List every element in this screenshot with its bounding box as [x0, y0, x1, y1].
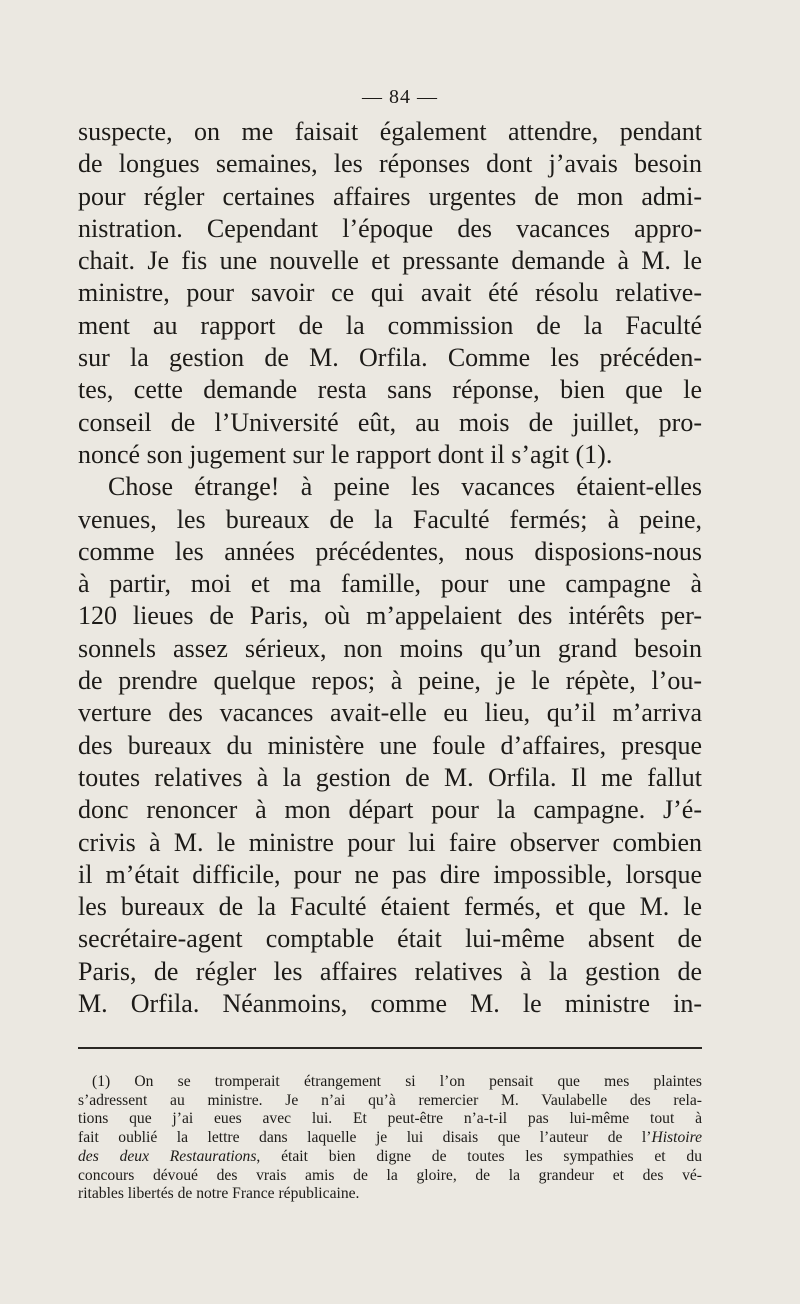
text-line: conseil de l’Université eût, au mois de juillet, pro-: [78, 407, 702, 437]
text-line: verture des vacances avait-elle eu lieu, qu’il m’arriva: [78, 698, 702, 728]
footnote-title-italic: Histoire: [651, 1129, 702, 1147]
text-line: de longues semaines, les réponses dont j’avais besoin: [78, 149, 702, 179]
text-line: Paris, de régler les affaires relatives à la gestion de: [78, 956, 702, 986]
text-line: suspecte, on me faisait également attendre, pendant: [78, 117, 702, 146]
text-line: crivis à M. le ministre pour lui faire observer combien: [78, 827, 702, 857]
footnote-title-italic: des deux Restaurations: [78, 1147, 257, 1165]
text-line: 120 lieues de Paris, où m’appelaient des intérêts per-: [78, 601, 702, 631]
paragraph-start-line: Chose étrange! à peine les vacances étaient-elles: [108, 472, 702, 502]
text-line: de prendre quelque repos; à peine, je le répète, l’ou-: [78, 666, 702, 696]
text-line: venues, les bureaux de la Faculté fermés; à peine,: [78, 504, 702, 534]
text-line: des bureaux du ministère une foule d’affaires, presque: [78, 730, 702, 760]
paragraph-end-line: noncé son jugement sur le rapport dont il s’agit (1).: [78, 439, 613, 469]
body-text: [78, 116, 702, 1020]
text-line: secrétaire-agent comptable était lui-même absent de: [78, 924, 702, 954]
footnote-line: [78, 1148, 702, 1167]
text-line: sur la gestion de M. Orfila. Comme les précéden-: [78, 343, 702, 373]
text-line: il m’était difficile, pour ne pas dire impossible, lorsque: [78, 859, 702, 889]
text-line: comme les années précédentes, nous disposions-nous: [78, 536, 702, 566]
text-line: chait. Je fis une nouvelle et pressante demande à M. le: [78, 246, 702, 276]
footnote-text: fait oublié la lettre dans laquelle je lui disais que l’auteur de l’: [78, 1129, 652, 1147]
text-line: M. Orfila. Néanmoins, comme M. le ministre in-: [78, 989, 702, 1019]
text-line: sonnels assez sérieux, non moins qu’un grand besoin: [78, 633, 702, 663]
footnote-line: [78, 1129, 702, 1148]
footnote: [78, 1073, 702, 1204]
page-number: — 84 —: [362, 86, 438, 108]
text-line: ment au rapport de la commission de la Faculté: [78, 310, 702, 340]
footnote-line: ritables libertés de notre France républicaine.: [78, 1185, 360, 1203]
text-line: pour régler certaines affaires urgentes de mon admi-: [78, 181, 702, 211]
footnote-line: s’adressent au ministre. Je n’ai qu’à remercier M. Vaulabelle des rela-: [78, 1091, 702, 1109]
text-line: donc renoncer à mon départ pour la campagne. J’é-: [78, 795, 702, 825]
text-line: nistration. Cependant l’époque des vacances appro-: [78, 213, 702, 243]
text-line: les bureaux de la Faculté étaient fermés, et que M. le: [78, 892, 702, 922]
footnote-line: concours dévoué des vrais amis de la gloire, de la grandeur et des vé-: [78, 1166, 702, 1184]
footnote-text: , était bien digne de toutes les sympathies et du: [256, 1147, 702, 1165]
footnote-divider: [78, 1047, 702, 1049]
text-line: toutes relatives à la gestion de M. Orfila. Il me fallut: [78, 762, 702, 792]
footnote-line: tions que j’ai eues avec lui. Et peut-être n’a-t-il pas lui-même tout à: [78, 1110, 702, 1128]
text-line: ministre, pour savoir ce qui avait été résolu relative-: [78, 278, 702, 308]
footnote-line: (1) On se tromperait étrangement si l’on pensait que mes plaintes: [92, 1073, 702, 1090]
text-line: tes, cette demande resta sans réponse, bien que le: [78, 375, 702, 405]
text-line: à partir, moi et ma famille, pour une campagne à: [78, 569, 702, 599]
